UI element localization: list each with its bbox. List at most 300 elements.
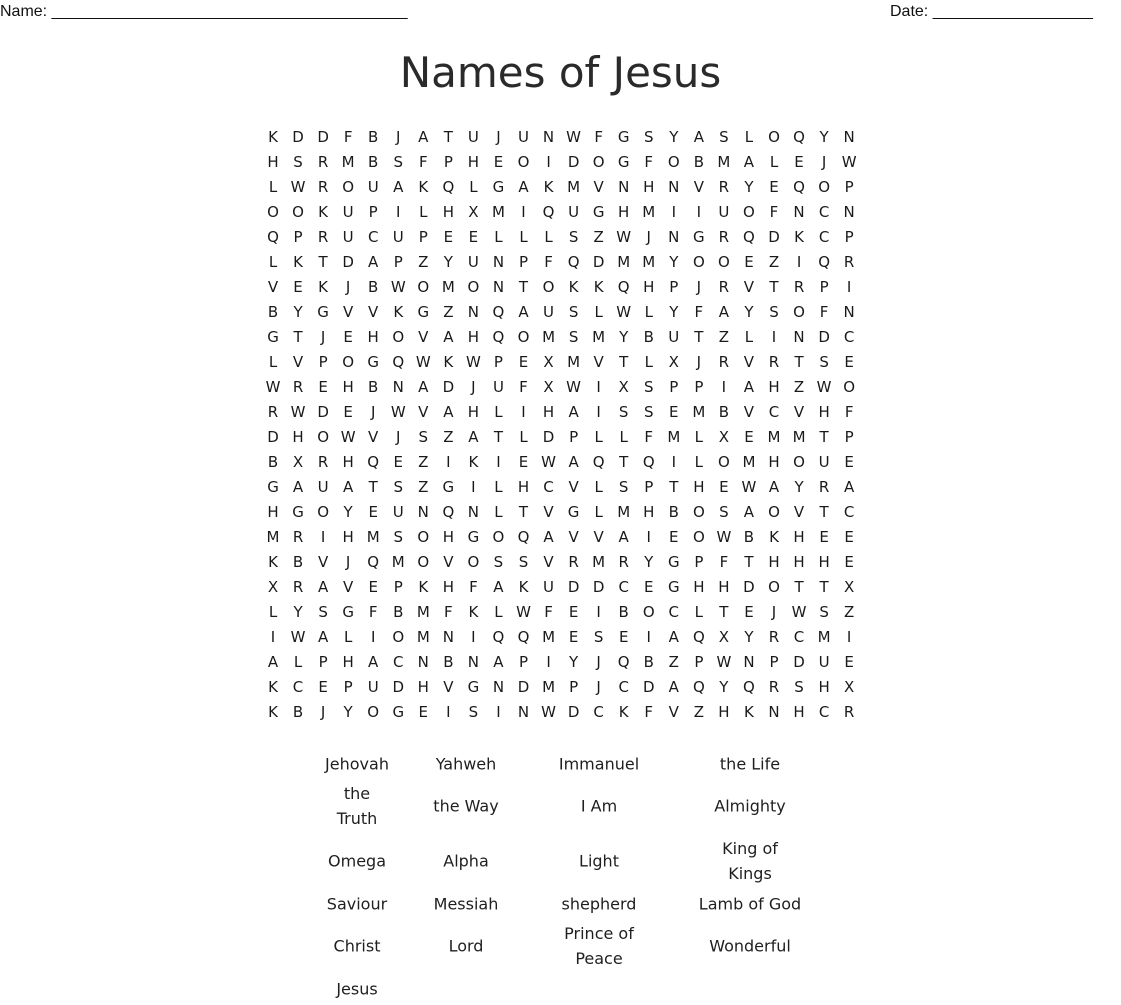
grid-letter: L xyxy=(519,228,528,246)
grid-letter: F xyxy=(368,603,378,621)
grid-letter: V xyxy=(793,503,805,521)
grid-letter: U xyxy=(467,253,479,271)
grid-letter: P xyxy=(368,203,378,221)
grid-letter: W xyxy=(290,178,306,196)
word-list-item: Alpha xyxy=(443,851,489,871)
grid-letter: F xyxy=(644,703,654,721)
word-list-item: the Truth xyxy=(336,784,378,828)
grid-letter: E xyxy=(644,578,654,596)
grid-letter: Y xyxy=(669,253,679,271)
grid-letter: S xyxy=(769,303,779,321)
grid-letter: H xyxy=(793,703,805,721)
grid-letter: K xyxy=(418,578,429,596)
grid-letter: J xyxy=(821,153,827,171)
grid-letter: H xyxy=(818,678,830,696)
grid-letter: K xyxy=(794,228,804,246)
grid-letter: N xyxy=(492,278,505,296)
grid-letter: E xyxy=(343,328,353,346)
grid-letter: J xyxy=(396,128,401,146)
grid-letter: T xyxy=(819,578,829,596)
grid-letter: C xyxy=(818,203,830,221)
grid-letter: E xyxy=(443,228,454,246)
grid-letter: D xyxy=(793,653,805,671)
grid-letter: F xyxy=(694,303,704,321)
grid-letter: A xyxy=(493,653,504,671)
grid-letter: N xyxy=(392,378,404,396)
grid-letter: Y xyxy=(293,303,303,321)
grid-letter: C xyxy=(618,678,629,696)
grid-letter: M xyxy=(592,553,606,571)
grid-letter: D xyxy=(768,228,780,246)
grid-letter: E xyxy=(318,678,328,696)
grid-letter: U xyxy=(342,203,354,221)
grid-letter: K xyxy=(543,178,554,196)
word-list-item: Jesus xyxy=(336,979,378,999)
grid-letter: Q xyxy=(367,453,380,471)
word-list-item: Yahweh xyxy=(435,754,497,774)
grid-letter: N xyxy=(417,653,429,671)
grid-letter: F xyxy=(343,128,353,146)
grid-letter: O xyxy=(292,203,304,221)
grid-letter: M xyxy=(692,403,706,421)
grid-letter: R xyxy=(843,703,855,721)
grid-letter: M xyxy=(742,453,756,471)
grid-letter: L xyxy=(494,503,503,521)
grid-letter: A xyxy=(418,128,429,146)
grid-letter: H xyxy=(417,678,429,696)
grid-letter: S xyxy=(593,628,604,646)
word-list-item: Prince of Peace xyxy=(564,924,634,968)
grid-letter: W xyxy=(791,603,807,621)
grid-letter: H xyxy=(342,528,354,546)
grid-letter: M xyxy=(567,178,581,196)
grid-letter: J xyxy=(771,603,777,621)
grid-letter: E xyxy=(794,153,804,171)
grid-letter: D xyxy=(392,678,405,696)
grid-letter: P xyxy=(393,253,403,271)
grid-letter: G xyxy=(267,478,279,496)
grid-letter: L xyxy=(268,178,278,196)
grid-letter: B xyxy=(693,153,704,171)
grid-letter: K xyxy=(318,278,329,296)
grid-letter: J xyxy=(345,553,351,571)
grid-letter: A xyxy=(568,453,579,471)
grid-letter: H xyxy=(467,328,480,346)
grid-letter: P xyxy=(669,278,679,296)
grid-letter: N xyxy=(492,678,505,696)
grid-letter: N xyxy=(843,203,855,221)
grid-letter: H xyxy=(718,578,730,596)
grid-letter: C xyxy=(818,228,830,246)
grid-letter: O xyxy=(768,578,780,596)
grid-letter: P xyxy=(844,228,854,246)
grid-letter: H xyxy=(442,528,454,546)
grid-letter: Q xyxy=(617,278,630,296)
grid-letter: K xyxy=(418,178,429,196)
grid-letter: O xyxy=(692,253,705,271)
grid-letter: V xyxy=(568,528,579,546)
grid-letter: M xyxy=(642,203,656,221)
grid-letter: R xyxy=(618,553,629,571)
grid-letter: U xyxy=(718,203,730,221)
grid-letter: Q xyxy=(492,303,505,321)
grid-letter: W xyxy=(390,403,406,421)
grid-letter: H xyxy=(442,203,454,221)
grid-letter: R xyxy=(768,678,780,696)
grid-letter: G xyxy=(567,503,580,521)
grid-letter: H xyxy=(342,653,354,671)
grid-letter: L xyxy=(268,353,278,371)
word-list-item: I Am xyxy=(580,796,618,816)
grid-letter: A xyxy=(443,328,454,346)
grid-letter: U xyxy=(467,128,479,146)
grid-letter: E xyxy=(468,228,479,246)
date-field-label: Date: __________________ xyxy=(890,3,1093,20)
grid-letter: T xyxy=(518,503,529,521)
grid-letter: X xyxy=(267,578,279,596)
grid-letter: G xyxy=(617,128,630,146)
grid-letter: L xyxy=(594,428,603,446)
grid-letter: H xyxy=(467,403,480,421)
grid-letter: W xyxy=(290,403,306,421)
grid-letter: F xyxy=(469,578,478,596)
grid-letter: N xyxy=(517,703,530,721)
grid-letter: O xyxy=(417,528,430,546)
grid-letter: I xyxy=(521,403,526,421)
grid-letter: F xyxy=(769,203,779,221)
grid-letter: R xyxy=(292,378,304,396)
grid-letter: Q xyxy=(567,253,580,271)
grid-letter: C xyxy=(668,603,680,621)
grid-letter: K xyxy=(268,553,278,571)
grid-letter: B xyxy=(643,328,654,346)
grid-letter: I xyxy=(846,278,852,296)
grid-letter: H xyxy=(267,153,279,171)
grid-letter: G xyxy=(392,703,405,721)
grid-letter: I xyxy=(471,478,476,496)
grid-letter: G xyxy=(267,328,279,346)
grid-letter: I xyxy=(446,703,451,721)
grid-letter: W xyxy=(516,603,531,621)
grid-letter: A xyxy=(743,153,755,171)
grid-letter: T xyxy=(819,428,829,446)
grid-letter: D xyxy=(442,378,455,396)
grid-letter: H xyxy=(542,403,555,421)
grid-letter: N xyxy=(843,128,855,146)
word-list-item: Wonderful xyxy=(709,936,791,956)
grid-letter: I xyxy=(646,628,651,646)
grid-letter: H xyxy=(367,328,379,346)
grid-letter: O xyxy=(492,528,505,546)
grid-letter: I xyxy=(546,153,551,171)
grid-letter: S xyxy=(568,328,579,346)
grid-letter: H xyxy=(793,553,805,571)
grid-letter: D xyxy=(292,128,304,146)
word-list-item: Immanuel xyxy=(558,754,640,774)
grid-letter: J xyxy=(370,403,376,421)
grid-letter: C xyxy=(543,478,554,496)
grid-letter: N xyxy=(843,303,855,321)
grid-letter: L xyxy=(519,428,528,446)
grid-letter: A xyxy=(368,653,379,671)
grid-letter: N xyxy=(793,328,805,346)
grid-letter: C xyxy=(367,228,379,246)
grid-letter: J xyxy=(345,278,351,296)
grid-letter: X xyxy=(543,353,554,371)
grid-letter: I xyxy=(320,528,326,546)
grid-letter: P xyxy=(694,553,704,571)
name-field-label: Name: ________________________________________ xyxy=(0,3,408,20)
grid-letter: N xyxy=(467,653,479,671)
grid-letter: E xyxy=(669,528,679,546)
grid-letter: U xyxy=(367,678,379,696)
grid-letter: Y xyxy=(293,603,303,621)
grid-letter: I xyxy=(771,328,777,346)
grid-letter: H xyxy=(693,578,705,596)
grid-letter: K xyxy=(393,303,404,321)
grid-letter: M xyxy=(642,253,656,271)
grid-letter: H xyxy=(342,378,354,396)
grid-letter: S xyxy=(819,603,829,621)
grid-letter: S xyxy=(719,128,729,146)
grid-letter: D xyxy=(818,328,830,346)
grid-letter: V xyxy=(418,328,429,346)
grid-letter: O xyxy=(392,628,405,646)
grid-letter: M xyxy=(767,428,781,446)
grid-letter: S xyxy=(468,703,479,721)
grid-letter: O xyxy=(667,153,680,171)
grid-letter: J xyxy=(646,228,651,246)
grid-letter: R xyxy=(793,278,805,296)
grid-letter: H xyxy=(643,278,655,296)
grid-letter: P xyxy=(343,678,353,696)
grid-letter: J xyxy=(320,703,326,721)
grid-letter: N xyxy=(768,703,780,721)
grid-letter: K xyxy=(268,678,278,696)
grid-letter: D xyxy=(567,153,580,171)
grid-letter: A xyxy=(418,378,429,396)
grid-letter: L xyxy=(544,228,553,246)
grid-letter: X xyxy=(618,378,629,396)
grid-letter: P xyxy=(844,428,854,446)
grid-letter: E xyxy=(393,453,403,471)
word-list-item: Light xyxy=(579,851,619,871)
grid-letter: A xyxy=(393,178,404,196)
grid-letter: L xyxy=(594,478,603,496)
grid-letter: L xyxy=(494,478,503,496)
grid-letter: R xyxy=(568,553,579,571)
grid-letter: G xyxy=(417,303,430,321)
word-list-item: shepherd xyxy=(561,894,637,914)
grid-letter: I xyxy=(596,403,601,421)
grid-letter: C xyxy=(843,503,855,521)
grid-letter: A xyxy=(518,303,529,321)
grid-letter: E xyxy=(844,553,854,571)
grid-letter: R xyxy=(843,253,855,271)
grid-letter: G xyxy=(592,203,605,221)
grid-letter: N xyxy=(417,503,429,521)
grid-letter: O xyxy=(793,453,805,471)
grid-letter: Q xyxy=(442,178,455,196)
grid-letter: Y xyxy=(719,678,729,696)
grid-letter: Q xyxy=(617,653,630,671)
grid-letter: L xyxy=(494,403,503,421)
grid-letter: K xyxy=(318,203,329,221)
grid-letter: O xyxy=(743,203,755,221)
grid-letter: W xyxy=(390,278,406,296)
grid-letter: R xyxy=(718,178,730,196)
word-list-item: Lamb of God xyxy=(698,894,802,914)
grid-letter: P xyxy=(518,253,529,271)
grid-letter: K xyxy=(468,603,479,621)
grid-letter: W xyxy=(265,378,281,396)
grid-letter: P xyxy=(318,653,328,671)
grid-letter: E xyxy=(719,478,729,496)
grid-letter: M xyxy=(792,428,806,446)
grid-letter: B xyxy=(368,128,379,146)
grid-letter: S xyxy=(643,378,654,396)
grid-letter: I xyxy=(270,628,276,646)
grid-letter: I xyxy=(671,453,677,471)
grid-letter: S xyxy=(568,303,579,321)
grid-letter: L xyxy=(769,153,779,171)
grid-letter: W xyxy=(566,378,582,396)
grid-letter: Y xyxy=(669,128,679,146)
grid-letter: I xyxy=(496,453,501,471)
grid-letter: R xyxy=(768,353,780,371)
grid-letter: D xyxy=(743,578,755,596)
grid-letter: Z xyxy=(418,253,429,271)
grid-letter: A xyxy=(317,628,329,646)
grid-letter: Z xyxy=(418,478,429,496)
grid-letter: Q xyxy=(818,253,830,271)
grid-letter: U xyxy=(543,578,555,596)
grid-letter: A xyxy=(568,403,579,421)
grid-letter: V xyxy=(317,553,329,571)
grid-letter: E xyxy=(844,528,854,546)
grid-letter: U xyxy=(492,378,504,396)
grid-letter: A xyxy=(668,628,679,646)
grid-letter: L xyxy=(494,603,503,621)
grid-letter: V xyxy=(343,303,354,321)
grid-letter: H xyxy=(768,378,780,396)
grid-letter: M xyxy=(817,628,831,646)
grid-letter: A xyxy=(743,378,755,396)
grid-letter: I xyxy=(471,628,476,646)
grid-letter: A xyxy=(292,478,304,496)
grid-letter: U xyxy=(392,228,404,246)
grid-letter: H xyxy=(768,453,780,471)
grid-letter: B xyxy=(618,603,629,621)
grid-letter: G xyxy=(467,528,480,546)
grid-letter: N xyxy=(467,303,479,321)
grid-letter: T xyxy=(794,578,804,596)
grid-letter: V xyxy=(368,303,379,321)
grid-letter: C xyxy=(618,578,629,596)
grid-letter: W xyxy=(716,653,732,671)
grid-letter: R xyxy=(317,228,329,246)
grid-letter: Y xyxy=(619,328,629,346)
grid-letter: H xyxy=(818,553,830,571)
grid-letter: H xyxy=(643,178,655,196)
grid-letter: B xyxy=(292,553,304,571)
grid-letter: P xyxy=(844,178,854,196)
grid-letter: E xyxy=(769,178,779,196)
grid-letter: U xyxy=(818,653,830,671)
grid-letter: F xyxy=(719,553,729,571)
grid-letter: T xyxy=(619,453,629,471)
grid-letter: A xyxy=(468,428,479,446)
grid-letter: F xyxy=(644,153,654,171)
grid-letter: H xyxy=(718,703,730,721)
grid-letter: P xyxy=(318,353,328,371)
grid-letter: S xyxy=(418,428,429,446)
grid-letter: S xyxy=(794,678,804,696)
grid-letter: M xyxy=(617,253,631,271)
grid-letter: H xyxy=(693,478,705,496)
grid-letter: E xyxy=(368,503,378,521)
grid-letter: I xyxy=(646,528,651,546)
grid-letter: V xyxy=(443,678,454,696)
grid-letter: I xyxy=(696,203,702,221)
grid-letter: E xyxy=(493,153,504,171)
grid-letter: I xyxy=(396,203,401,221)
grid-letter: F xyxy=(544,253,553,271)
grid-letter: D xyxy=(542,428,555,446)
grid-letter: F xyxy=(644,428,654,446)
grid-letter: R xyxy=(718,353,730,371)
grid-letter: B xyxy=(443,653,454,671)
grid-letter: A xyxy=(518,178,529,196)
grid-letter: O xyxy=(642,603,655,621)
grid-letter: I xyxy=(546,653,551,671)
grid-letter: P xyxy=(493,353,503,371)
grid-letter: E xyxy=(418,703,429,721)
grid-letter: A xyxy=(443,403,454,421)
grid-letter: M xyxy=(567,353,581,371)
grid-letter: B xyxy=(267,303,279,321)
grid-letter: Y xyxy=(744,628,754,646)
grid-letter: V xyxy=(418,403,429,421)
grid-letter: P xyxy=(694,378,704,396)
grid-letter: K xyxy=(293,253,303,271)
grid-letter: W xyxy=(716,528,732,546)
grid-letter: M xyxy=(717,153,731,171)
grid-letter: V xyxy=(343,578,354,596)
grid-letter: Z xyxy=(668,653,679,671)
grid-letter: W xyxy=(616,303,632,321)
grid-letter: O xyxy=(717,453,730,471)
grid-letter: L xyxy=(469,178,478,196)
grid-letter: A xyxy=(618,528,629,546)
grid-letter: X xyxy=(543,378,554,396)
grid-letter: I xyxy=(446,453,451,471)
word-list-item: Lord xyxy=(448,936,484,956)
grid-letter: D xyxy=(567,578,580,596)
grid-letter: I xyxy=(521,203,526,221)
grid-letter: B xyxy=(267,453,279,471)
grid-letter: M xyxy=(542,628,556,646)
grid-letter: B xyxy=(393,603,404,621)
grid-letter: R xyxy=(267,403,279,421)
grid-letter: G xyxy=(367,353,379,371)
grid-letter: Y xyxy=(744,178,754,196)
grid-letter: E xyxy=(744,603,754,621)
grid-letter: G xyxy=(467,678,480,696)
grid-letter: P xyxy=(569,428,579,446)
grid-letter: L xyxy=(694,603,704,621)
grid-letter: I xyxy=(496,703,501,721)
